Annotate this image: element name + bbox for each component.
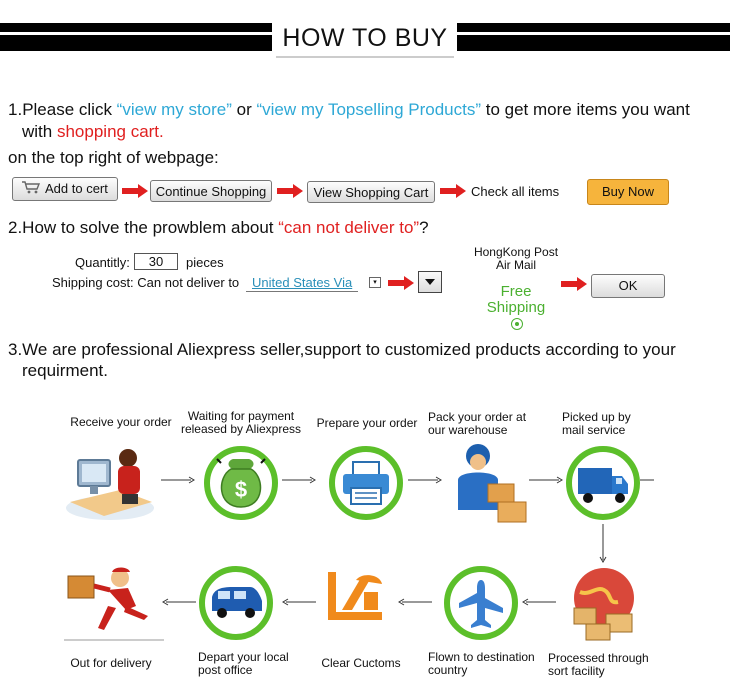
ok-button[interactable]: OK xyxy=(591,274,665,298)
arrow-icon xyxy=(561,277,587,291)
step3-line2: requirment. xyxy=(22,361,108,380)
pieces-label: pieces xyxy=(186,255,224,270)
flow-label-receive: Receive your order xyxy=(70,415,172,429)
flow-arrow-left-icon xyxy=(398,598,432,606)
packer-icon xyxy=(448,440,530,526)
step3-line1: 3.We are professional Aliexpress seller,support to customized products according to your xyxy=(8,340,676,359)
add-to-cart-label: Add to cert xyxy=(45,181,108,196)
free-shipping-label xyxy=(478,284,554,316)
shopping-cart-text: shopping cart. xyxy=(56,122,164,141)
flow-label-prepare: Prepare your order xyxy=(316,416,418,430)
flow-arrow-icon xyxy=(529,476,563,484)
cart-icon xyxy=(21,179,41,201)
van-icon xyxy=(199,566,273,640)
truck-icon xyxy=(566,446,640,520)
arrow-icon xyxy=(440,184,466,198)
courier-icon xyxy=(64,566,170,644)
add-to-cart-button[interactable] xyxy=(12,177,118,201)
flow-arrow-icon xyxy=(282,476,316,484)
arrow-icon xyxy=(277,184,303,198)
airplane-icon xyxy=(444,566,518,640)
step2-text2: ? xyxy=(419,218,429,237)
flow-label-depart: Depart your local post office xyxy=(198,650,289,677)
flow-label-pack: Pack your order at our warehouse xyxy=(428,410,527,437)
flow-arrow-left-icon xyxy=(522,598,556,606)
arrow-icon xyxy=(388,276,414,290)
quantity-input[interactable]: 30 xyxy=(134,253,178,270)
step2-line xyxy=(8,218,429,238)
flow-arrow-icon xyxy=(408,476,442,484)
flow-arrow-left-icon xyxy=(282,598,316,606)
step1-text1: Please click xyxy=(22,100,117,119)
step1-text3: to get more items you want xyxy=(481,100,690,119)
computer-person-icon xyxy=(64,442,156,522)
flow-label-processed: Processed through sort facility xyxy=(548,651,649,678)
radio-icon[interactable] xyxy=(511,318,523,330)
header-bar-left xyxy=(0,23,272,51)
cannot-deliver-text: “can not deliver to” xyxy=(278,218,420,237)
customs-icon xyxy=(322,570,388,634)
step2-text1: 2.How to solve the prowblem about xyxy=(8,218,279,237)
flow-arrow-left-icon xyxy=(162,598,196,606)
money-bag-icon xyxy=(204,446,278,520)
continue-shopping-button[interactable]: Continue Shopping xyxy=(150,180,272,202)
globe-parcels-icon xyxy=(566,562,642,644)
step1-number: 1. xyxy=(8,100,23,119)
step1-line3: on the top right of webpage: xyxy=(8,148,219,167)
buy-now-button[interactable]: Buy Now xyxy=(587,179,669,205)
step1-text4: with xyxy=(22,122,57,141)
svg-text:$: $ xyxy=(234,477,248,502)
view-shopping-cart-button[interactable]: View Shopping Cart xyxy=(307,181,435,203)
header-bar-right xyxy=(457,23,730,51)
hk-line2: Air Mail xyxy=(495,258,536,272)
view-store-link[interactable]: “view my store” xyxy=(116,100,232,119)
small-dropdown-icon[interactable]: ▾ xyxy=(369,277,381,288)
page-title: HOW TO BUY xyxy=(276,20,454,58)
shipping-method-select[interactable] xyxy=(246,274,358,292)
flow-label-picked: Picked up by mail service xyxy=(562,410,631,437)
hk-line1: HongKong Post xyxy=(473,245,559,259)
shipping-text: Shipping xyxy=(486,299,546,316)
waiting-label-text: Waiting for payment released by Aliexpress xyxy=(180,409,302,436)
dropdown-button-icon[interactable] xyxy=(418,271,442,293)
quantity-label: Quantitly: xyxy=(75,255,130,270)
step1-text2: or xyxy=(231,100,257,119)
check-all-items-text: Check all items xyxy=(471,184,560,199)
flow-label-customs: Clear Cuctoms xyxy=(321,656,401,670)
arrow-icon xyxy=(122,184,148,198)
shipping-cost-label: Shipping cost: Can not deliver to xyxy=(52,275,240,290)
flow-arrow-icon xyxy=(161,476,195,484)
flow-arrow-icon xyxy=(640,476,656,484)
flow-label-waiting xyxy=(180,410,302,436)
flow-label-flown: Flown to destination country xyxy=(428,650,535,677)
view-topselling-link[interactable]: “view my Topselling Products” xyxy=(256,100,482,119)
flow-arrow-down-icon xyxy=(598,524,608,564)
hongkong-post-label xyxy=(470,246,562,272)
free-text: Free xyxy=(500,283,532,300)
step1-line1 xyxy=(8,100,690,120)
flow-label-out-for-delivery: Out for delivery xyxy=(70,656,152,670)
printer-icon xyxy=(329,446,403,520)
shipping-method-value: United States Via xyxy=(252,275,353,290)
step1-line2 xyxy=(22,122,164,142)
